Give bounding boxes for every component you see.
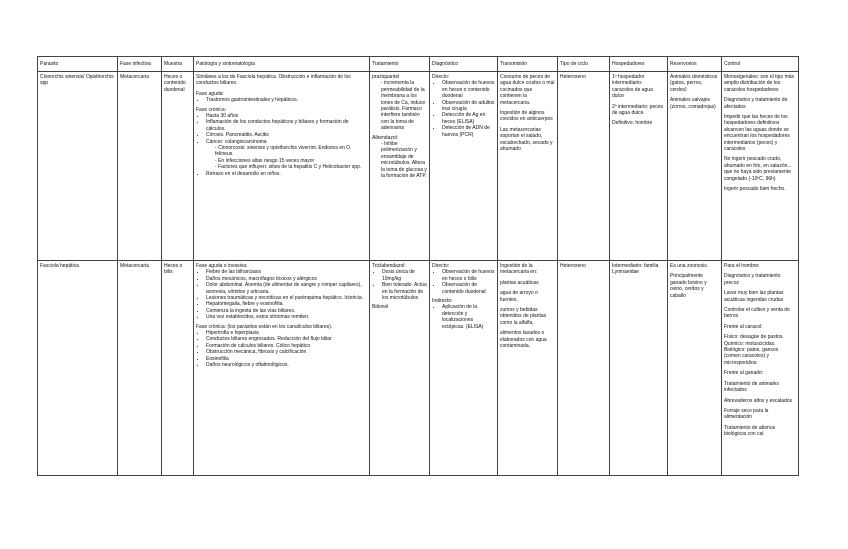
cell-diagnostico <box>430 261 498 476</box>
list-item: • Hipertrofia e hiperplasia <box>206 330 367 336</box>
cell-transmision <box>498 261 558 476</box>
control-text: Para el hombre: <box>724 263 760 269</box>
list-item: - Clonorcosis: sinensis y opisthorchis viverrini. Endosos en O. felineus. <box>215 145 367 158</box>
pat-cronica-title: Fase crónica: (los parásitos están en los canalículos biliares). <box>196 323 333 330</box>
hosp-text: 1º hospedador intermediario: caracoles de agua dulce <box>612 74 653 100</box>
list-item: • Aplicación de la detección y localizaciones ectópicas. (ELISA) <box>442 304 495 330</box>
control-text: Tratamiento de animales infectados <box>724 380 779 394</box>
control-text: Abrevaderos altos y escalados <box>724 397 793 404</box>
list-item: • Cirrosis. Pancreatitis. Ascitis <box>206 132 367 138</box>
list-item: • Bien tolerado. Actúa en la formación de los microtúbulos <box>382 282 427 301</box>
header-tratamiento: Tratamiento <box>370 57 430 72</box>
control-text: Ingerir pescado bien hecho. <box>724 186 786 193</box>
control-text: Físico: desagüe de pastos. Químico: moluscicidas. Biológico: patos, gansos (comen caracoles) y microsporidios. <box>724 334 784 366</box>
cell-tratamiento <box>370 261 430 476</box>
trans-text: plantas acuáticas <box>500 279 539 286</box>
trat-title: Triclabendazol: <box>372 263 406 269</box>
header-hospedadores: Hospedadores <box>610 57 668 72</box>
list-item: • Observación de contenido duodenal <box>442 282 495 295</box>
list-item: • Inflamación de los conductos hepáticos y biliares y formación de cálculos. <box>206 119 367 132</box>
trans-text: Ingestión de la metacercaria en: <box>500 263 538 276</box>
pat-aguda-list <box>196 269 367 320</box>
list-item: • Observación de adultos tras cirugía <box>442 100 495 113</box>
cell-reservorios <box>668 261 722 476</box>
cell-hospedadores <box>610 261 668 476</box>
header-muestra: Muestra <box>162 57 194 72</box>
hosp-text: 2º intermediario: peces de agua dulce. <box>612 103 664 117</box>
cell-muestra: Heces o bilis <box>162 261 194 476</box>
list-item: • Formación de cálculos biliares. Cólico hepático <box>206 343 367 349</box>
list-item: - Factores que influyen: sitios de la hepatitis C y Helicobacter spp. <box>215 164 367 170</box>
pat-cancer-sublist <box>206 145 367 171</box>
trat-list <box>372 269 427 301</box>
pat-aguda-title: Fase aguda: <box>196 90 224 97</box>
cell-control <box>722 261 799 476</box>
diag-list <box>432 80 495 138</box>
diag-list <box>432 304 495 330</box>
header-tipo-ciclo: Tipo de ciclo <box>558 57 610 72</box>
trat-title: praziquantel <box>372 74 400 80</box>
list-item: • Comienza la ingesta de las vías biliares. <box>206 308 367 314</box>
trat-list <box>372 80 427 131</box>
pat-cronica-list <box>196 330 367 368</box>
res-text: Animales domésticos (gatos, perros, cerdos) <box>670 74 718 93</box>
cell-reservorios <box>668 72 722 261</box>
hosp-text: Intermediario: familia Lymnaeidae <box>612 263 659 276</box>
control-text: Frente al ganado: <box>724 370 764 377</box>
res-text: Animales salvajes (zorros, comadrejas) <box>670 97 716 110</box>
trans-text: Las metacercarias soportan el salado, escabechado, secado y ahumado <box>500 126 553 153</box>
cell-parasito: Clonorchis sinensis/ Opisthorchis spp <box>38 72 118 261</box>
cell-patologia <box>194 261 370 476</box>
list-item: • Dosis única de 10mg/kg <box>382 269 427 282</box>
pat-intro: Similares a los de Fasciola hepática. Obstrucción e inflamación de los conductos biliares. <box>196 74 351 87</box>
list-item: • Trastornos gastrointestinales y hepáticos. <box>206 97 367 103</box>
header-parasito: Parasito <box>38 57 118 72</box>
trans-text: agua de arroyo o fuentes, <box>500 290 538 303</box>
header-row <box>38 57 799 72</box>
pat-aguda-list <box>196 97 367 103</box>
header-diagnostico: Diagnóstico <box>430 57 498 72</box>
trat-title: Albendazol: <box>372 134 399 141</box>
trat-list <box>372 141 427 179</box>
list-item: - Inhibe polimerización y ensamblaje de microtúbulos. Altera la toma de glucosa y la formación de ATP. <box>381 141 427 179</box>
cell-fase: Metacercaria <box>118 261 162 476</box>
diag-title: Directo: <box>432 74 450 80</box>
trans-text: zumos y bebidas obtenidos de plantas como la alfalfa, <box>500 307 547 326</box>
trans-text: Consumo de peces de agua dulce crudos o mal cocinados que contienen la metacercaria. <box>500 74 555 106</box>
control-text: Forraje seco para la alimentación <box>724 407 769 421</box>
control-text: Diagnóstico y tratamiento de afectados <box>724 97 788 110</box>
diag-title: Directo: <box>432 263 450 269</box>
trat-title: Bitionol <box>372 304 389 311</box>
list-item: • Hepatomegalia, fiebre y eosinofilia. <box>206 301 367 307</box>
control-text: Monoxigeriales: son el tipo más amplio distribución de los caracoles hospedadores <box>724 74 795 93</box>
cell-fase: Metacercaria <box>118 72 162 261</box>
hosp-text: Definitivo: hombre <box>612 120 653 127</box>
control-text: Controlar el cultivo y venta de berros <box>724 307 790 320</box>
list-item <box>206 139 367 171</box>
list-item: • Detección de Ag en heces (ELISA) <box>442 112 495 125</box>
diag-title: Indirecto: <box>432 298 453 305</box>
cell-diagnostico <box>430 72 498 261</box>
control-text: Lavar muy bien las plantas acuáticas ingeridas crudas <box>724 290 784 303</box>
list-item: • Lesiones traumáticas y necróticas en el parénquima hepático. Ictericia. <box>206 295 367 301</box>
res-text: Principalmente ganado bovino y ovino, cerdos y caballo <box>670 273 707 299</box>
list-item: • Fiebre de las bilharciasis <box>206 269 367 275</box>
cell-transmision <box>498 72 558 261</box>
pat-aguda-title: Fase aguda o invasiva: <box>196 263 248 269</box>
trans-text: alimentos lavados o elaborados con agua contaminada. <box>500 330 547 350</box>
control-text: No ingerir pescado crudo, ahumado en frío, en salazón... que no haya sido previamente congelado (-10ºC, 96h) <box>724 156 792 182</box>
control-text: Impedir que las heces de los hospedadores definitivos alcancen las aguas donde se encuentran los hospedadores intermediarios (peces) y caracoles <box>724 114 790 153</box>
control-text: Frente al caracol: <box>724 323 763 330</box>
list-item: • Dolor abdominal. Anemia (de alimentar de sangre y romper capilares), anorexia, vómitos y urticaria. <box>206 282 367 295</box>
pat-cronica-list <box>196 113 367 177</box>
header-control: Control <box>722 57 799 72</box>
list-item: • Observación de huevos en heces o contenido duodenal <box>442 80 495 99</box>
list-item: • Daños neurológicos y oftalmológicos. <box>206 362 367 368</box>
header-patologia: Patología y sintomatología <box>194 57 370 72</box>
table-row-clonorchis <box>38 72 799 261</box>
res-text: Es una zoonosis. <box>670 263 709 269</box>
cell-patologia <box>194 72 370 261</box>
trans-text: Ingestión de alginos crecidos en anticuerpos <box>500 110 553 123</box>
pat-cronica-title: Fase crónica: <box>196 106 227 113</box>
header-reservorios: Reservorios <box>668 57 722 72</box>
cell-control <box>722 72 799 261</box>
cell-ciclo: Heteroxeno <box>558 72 610 261</box>
list-item: • Una vez establecidos, estos síntomas remiten. <box>206 314 367 320</box>
list-item: • Daños mecánicos, macrófagos tóxicos y alérgicos <box>206 276 367 282</box>
list-item: • Obstrucción mecánica, fibrosis y calcificación <box>206 349 367 355</box>
list-item-text: Cáncer: colangiocarcinoma <box>206 138 267 145</box>
diag-list <box>432 269 495 295</box>
cell-muestra: Heces o contenido duodenal <box>162 72 194 261</box>
header-fase-infectiva: Fase infectiva <box>118 57 162 72</box>
list-item: • Retraso en el desarrollo en niños. <box>206 171 367 177</box>
cell-hospedadores <box>610 72 668 261</box>
table-row-fasciola <box>38 261 799 476</box>
cell-ciclo: Heteroxeno <box>558 261 610 476</box>
control-text: Tratamiento de abonos biológicos con cal <box>724 424 776 438</box>
parasite-table <box>37 56 799 476</box>
list-item: • Eosinofilia <box>206 356 367 362</box>
list-item: • Conductos biliares engrosados. Reducción del flujo biliar <box>206 336 367 342</box>
control-text: Diagnóstico y tratamiento precoz <box>724 273 781 286</box>
list-item: • Hasta 30 años <box>206 113 367 119</box>
cell-tratamiento <box>370 72 430 261</box>
list-item: • Detección de ADN de huevos (PCR) <box>442 125 495 138</box>
cell-parasito: Fasciola hepática <box>38 261 118 476</box>
list-item: • Observación de huevos en heces o bilis <box>442 269 495 282</box>
header-transmision: Transmisión <box>498 57 558 72</box>
list-item: - En infecciones altas riesgo 15 veces mayor <box>215 158 367 164</box>
list-item: - incrementa la permeabilidad de la membrana a los iones de Ca, induce parálisis. Fármaco interfiere también con la toma de adenosina <box>381 80 427 131</box>
